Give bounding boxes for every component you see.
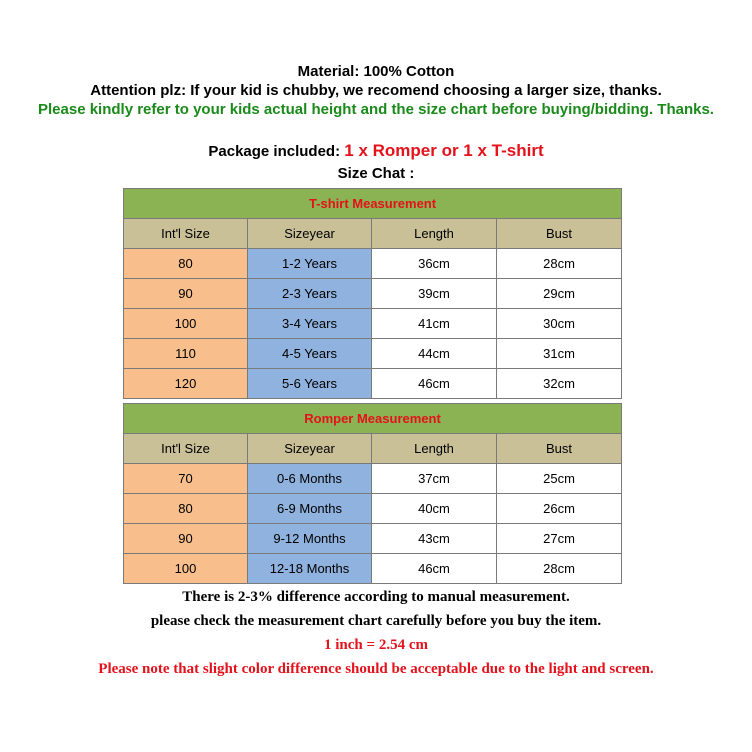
- length-cell: 41cm: [372, 309, 497, 339]
- intl-size-cell: 110: [124, 339, 248, 369]
- intl-size-cell: 120: [124, 369, 248, 399]
- intl-size-cell: 70: [124, 464, 248, 494]
- length-cell: 40cm: [372, 494, 497, 524]
- header-intl-size: Int'l Size: [124, 219, 248, 249]
- length-cell: 37cm: [372, 464, 497, 494]
- intl-size-cell: 100: [124, 309, 248, 339]
- romper-header-row: [124, 434, 622, 464]
- package-line: [0, 141, 752, 161]
- table-row: [124, 464, 622, 494]
- bust-cell: 29cm: [497, 279, 622, 309]
- length-cell: 44cm: [372, 339, 497, 369]
- romper-table-title: Romper Measurement: [124, 404, 622, 434]
- header-bust: Bust: [497, 434, 622, 464]
- bust-cell: 32cm: [497, 369, 622, 399]
- bust-cell: 30cm: [497, 309, 622, 339]
- sizeyear-cell: 9-12 Months: [248, 524, 372, 554]
- sizeyear-cell: 0-6 Months: [248, 464, 372, 494]
- intl-size-cell: 90: [124, 279, 248, 309]
- table-row: [124, 524, 622, 554]
- sizeyear-cell: 1-2 Years: [248, 249, 372, 279]
- length-cell: 46cm: [372, 554, 497, 584]
- table-row: [124, 309, 622, 339]
- length-cell: 39cm: [372, 279, 497, 309]
- bust-cell: 26cm: [497, 494, 622, 524]
- refer-text: Please kindly refer to your kids actual height and the size chart before buying/bidding. Thanks.: [38, 101, 714, 118]
- tshirt-table-title: T-shirt Measurement: [124, 189, 622, 219]
- bust-cell: 28cm: [497, 249, 622, 279]
- romper-size-table: [123, 403, 622, 584]
- length-cell: 43cm: [372, 524, 497, 554]
- sizeyear-cell: 5-6 Years: [248, 369, 372, 399]
- table-row: [124, 279, 622, 309]
- bust-cell: 31cm: [497, 339, 622, 369]
- difference-note: There is 2-3% difference according to manual measurement.: [182, 589, 570, 605]
- length-cell: 46cm: [372, 369, 497, 399]
- header-intl-size: Int'l Size: [124, 434, 248, 464]
- color-difference-note: Please note that slight color difference should be acceptable due to the light and screen.: [98, 661, 654, 677]
- size-chat-heading: Size Chat :: [337, 165, 415, 182]
- table-row: [124, 369, 622, 399]
- header-bust: Bust: [497, 219, 622, 249]
- attention-text: Attention plz: If your kid is chubby, we recomend choosing a larger size, thanks.: [90, 82, 662, 99]
- header-sizeyear: Sizeyear: [248, 219, 372, 249]
- bust-cell: 27cm: [497, 524, 622, 554]
- bust-cell: 25cm: [497, 464, 622, 494]
- table-row: [124, 339, 622, 369]
- sizeyear-cell: 3-4 Years: [248, 309, 372, 339]
- check-note: please check the measurement chart carefully before you buy the item.: [150, 613, 602, 629]
- header-length: Length: [372, 434, 497, 464]
- inch-conversion: 1 inch = 2.54 cm: [324, 637, 428, 653]
- sizeyear-cell: 12-18 Months: [248, 554, 372, 584]
- table-row: [124, 554, 622, 584]
- sizeyear-cell: 4-5 Years: [248, 339, 372, 369]
- tshirt-size-table: [123, 188, 622, 399]
- table-row: [124, 249, 622, 279]
- header-length: Length: [372, 219, 497, 249]
- sizeyear-cell: 2-3 Years: [248, 279, 372, 309]
- intl-size-cell: 80: [124, 249, 248, 279]
- intl-size-cell: 80: [124, 494, 248, 524]
- material-text: Material: 100% Cotton: [297, 63, 455, 80]
- length-cell: 36cm: [372, 249, 497, 279]
- table-row: [124, 494, 622, 524]
- intl-size-cell: 100: [124, 554, 248, 584]
- package-value: 1 x Romper or 1 x T-shirt: [344, 141, 544, 160]
- tshirt-header-row: [124, 219, 622, 249]
- intl-size-cell: 90: [124, 524, 248, 554]
- package-label: Package included:: [208, 143, 345, 160]
- bust-cell: 28cm: [497, 554, 622, 584]
- header-sizeyear: Sizeyear: [248, 434, 372, 464]
- sizeyear-cell: 6-9 Months: [248, 494, 372, 524]
